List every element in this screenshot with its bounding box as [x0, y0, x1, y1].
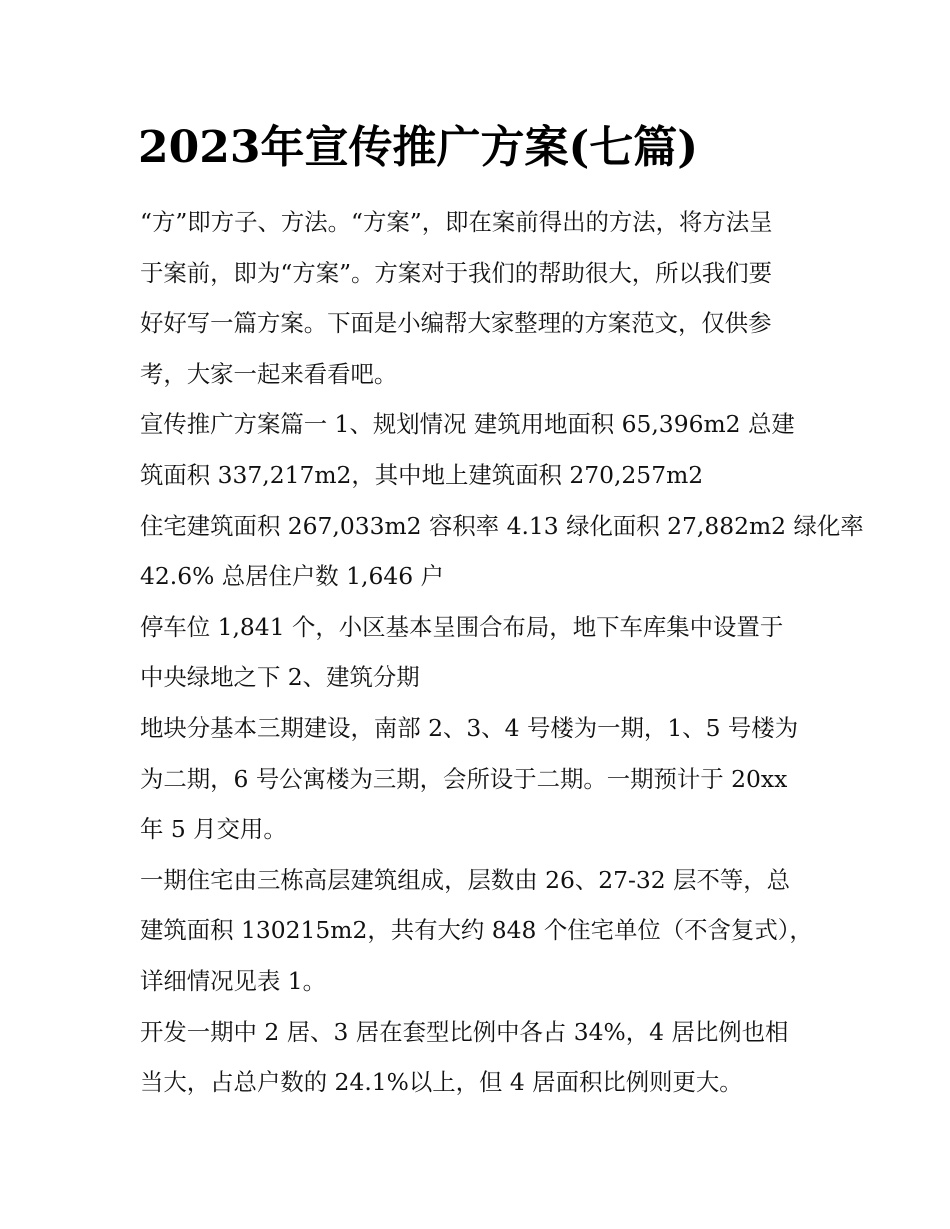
body-line: 停车位 1,841 个，小区基本呈围合布局，地下车库集中设置于 [140, 612, 784, 641]
document-body [140, 197, 864, 1108]
body-line: “方”即方子、方法。“方案”，即在案前得出的方法，将方法呈 [140, 208, 773, 236]
body-line: 年 5 月交用。 [140, 815, 287, 844]
body-line: 中央绿地之下 2、建筑分期 [140, 663, 420, 692]
body-line: 42.6% 总居住户数 1,646 户 [140, 562, 444, 591]
body-line: 住宅建筑面积 267,033m2 容积率 4.13 绿化面积 27,882m2 绿化率 [140, 511, 864, 540]
body-line: 当大，占总户数的 24.1%以上，但 4 居面积比例则更大。 [140, 1068, 743, 1097]
page-title: 2023年宣传推广方案(七篇) [138, 122, 699, 173]
body-line: 好好写一篇方案。下面是小编帮大家整理的方案范文，仅供参 [140, 309, 772, 338]
body-line: 建筑面积 130215m2，共有大约 848 个住宅单位（不含复式）， [140, 916, 813, 945]
body-line: 筑面积 337,217m2，其中地上建筑面积 270,257m2 [140, 460, 704, 489]
body-line: 地块分基本三期建设，南部 2、3、4 号楼为一期，1、5 号楼为 [140, 713, 799, 742]
body-line: 一期住宅由三栋高层建筑组成，层数由 26、27-32 层不等，总 [140, 865, 791, 894]
body-line: 开发一期中 2 居、3 居在套型比例中各占 34%，4 居比例也相 [140, 1017, 789, 1046]
body-line: 宣传推广方案篇一 1、规划情况 建筑用地面积 65,396m2 总建 [140, 410, 795, 439]
body-line: 为二期，6 号公寓楼为三期，会所设于二期。一期预计于 20xx [140, 764, 788, 793]
body-line: 于案前，即为“方案”。方案对于我们的帮助很大，所以我们要 [140, 258, 773, 287]
body-line: 考，大家一起来看看吧。 [140, 359, 398, 388]
body-line: 详细情况见表 1。 [140, 966, 327, 995]
